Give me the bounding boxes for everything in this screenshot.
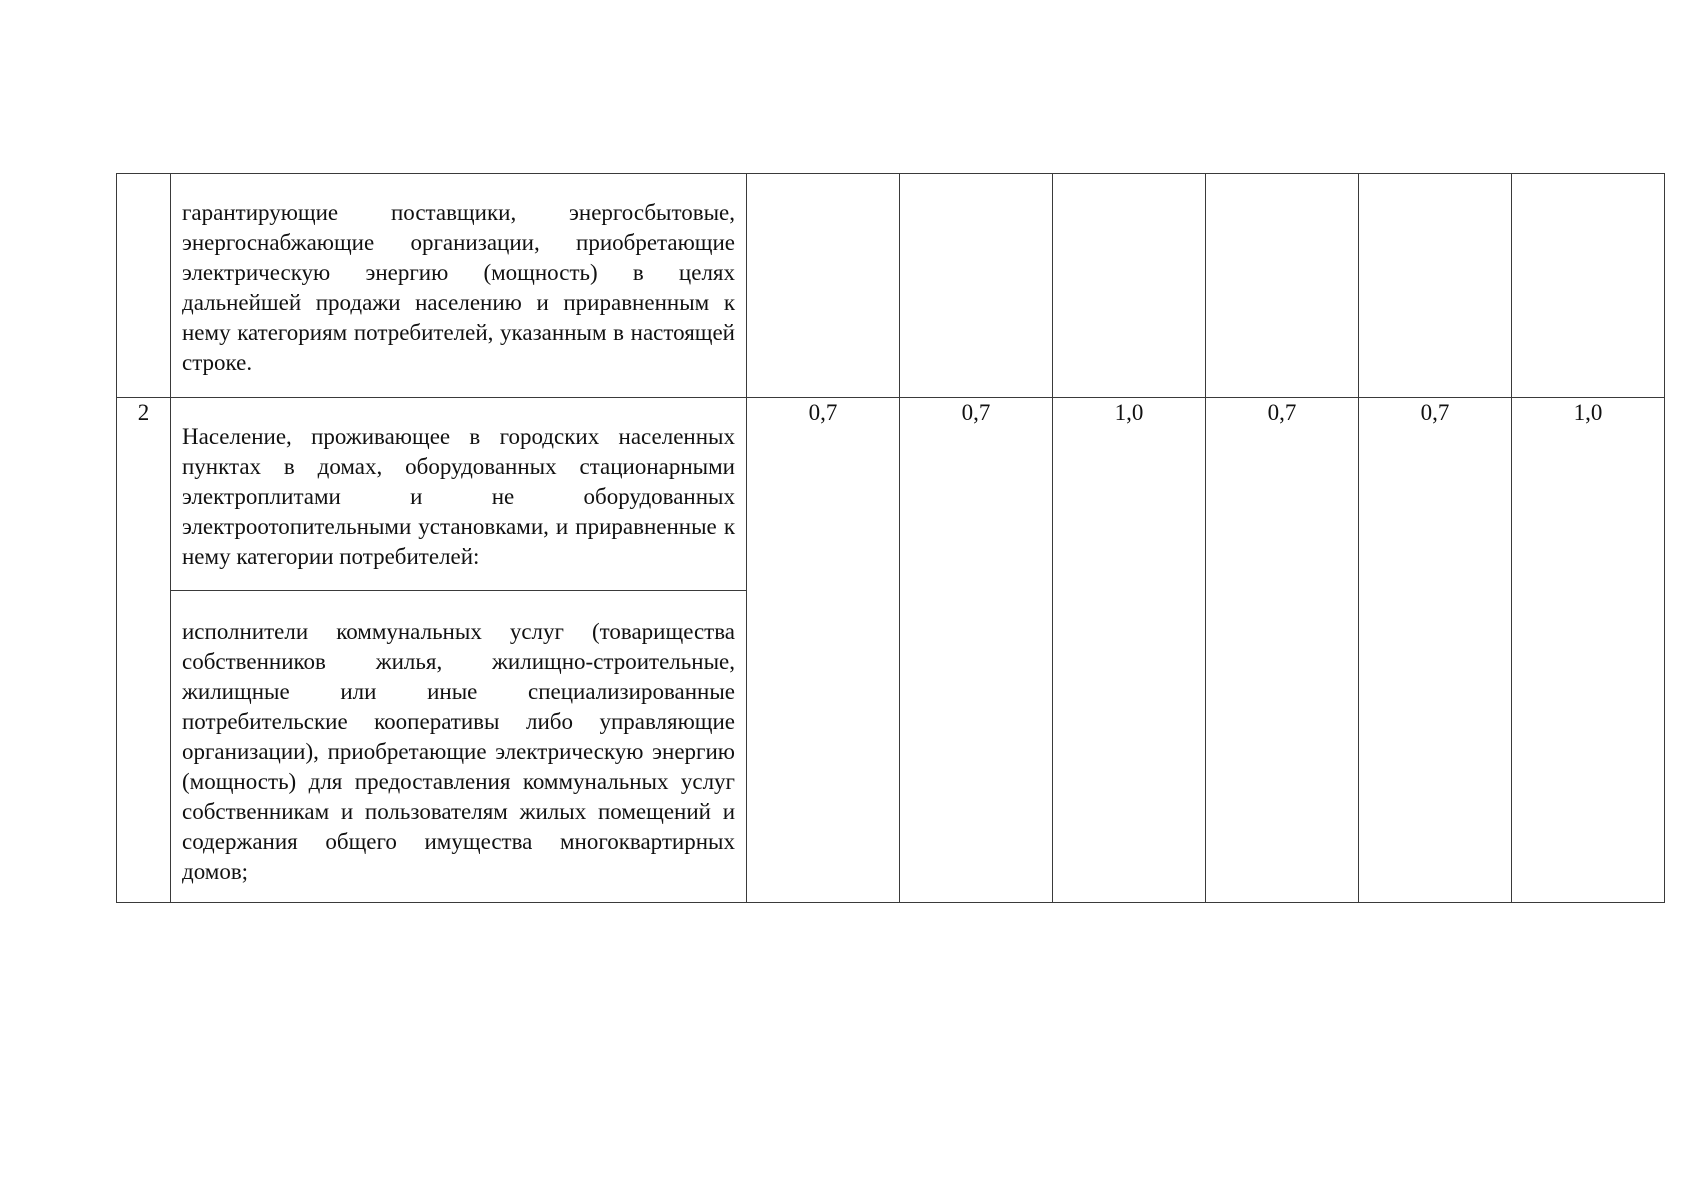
value-cell: 0,7 [1359,398,1512,903]
row-number-cell [117,174,171,398]
description-cell [171,591,747,903]
row-description: гарантирующие поставщики, энергосбытовые, энергоснабжающие организации, приобретающие электрическую энергию (мощность) в целях дальнейшей продажи населению и приравненным к нему категориям потребителей, указанным в настоящей строке. [182,200,735,375]
value-cell [1206,174,1359,398]
value-cell: 1,0 [1053,398,1206,903]
tariff-coefficient-table [116,173,1665,903]
row-sub-description: исполнители коммунальных услуг (товарищества собственников жилья, жилищно-строительные, жилищные или иные специализированные потребительские кооперативы либо управляющие организации), приобретающие электрическую энергию (мощность) для предоставления коммунальных услуг собственникам и пользователям жилых помещений и содержания общего имущества многоквартирных домов; [182,619,735,884]
value-cell [1359,174,1512,398]
row-description: Население, проживающее в городских населенных пунктах в домах, оборудованных стационарными электроплитами и не оборудованных электроотопительными установками, и приравненные к нему категории потребителей: [182,424,735,569]
value-cell [1512,174,1665,398]
value-cell [747,174,900,398]
table-row [117,398,1665,591]
value-cell: 1,0 [1512,398,1665,903]
row-number-cell: 2 [117,398,171,903]
description-cell [171,398,747,591]
table-row [117,174,1665,398]
value-cell: 0,7 [900,398,1053,903]
value-cell [1053,174,1206,398]
value-cell [900,174,1053,398]
value-cell: 0,7 [747,398,900,903]
description-cell [171,174,747,398]
value-cell: 0,7 [1206,398,1359,903]
